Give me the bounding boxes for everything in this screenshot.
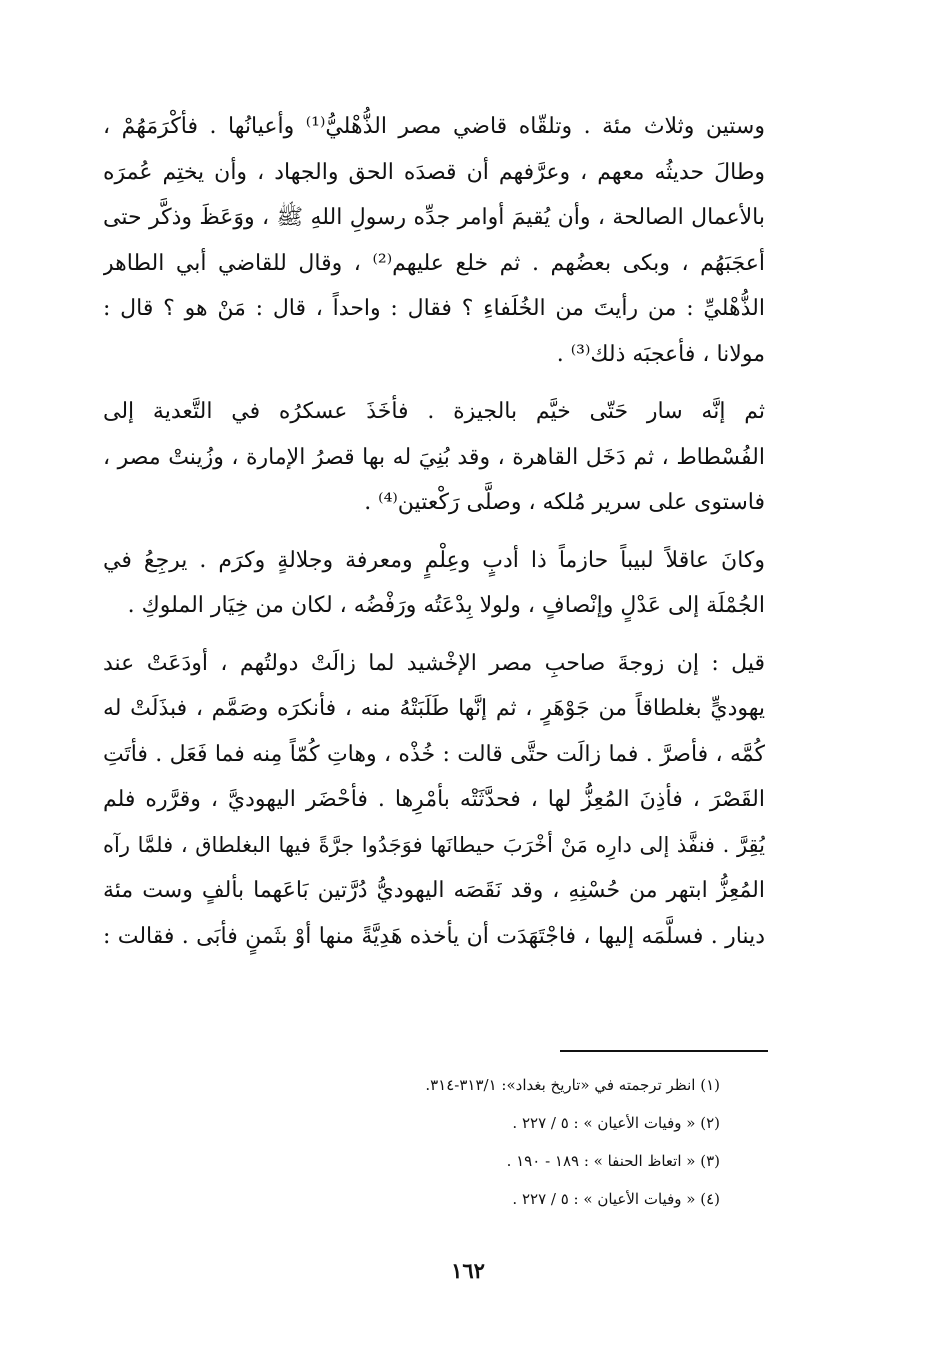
text-line: المُعِزُّ ابتهر من حُسْنِهِ ، وقد نَقَصَه اليهوديُّ دُرَّتين بَاعَهما بألفٍ وست مئة: [103, 878, 765, 903]
text-line: قيل : إن زوجةَ صاحبِ مصر الإخْشيد لما زالَتْ دولتُهم ، أودَعَتْ عند: [103, 650, 765, 676]
text-line: دينار . فسلَّمَه إليها ، فاجْتَهَدَت أن يأخذه هَدِيَّةً منها أوْ بثَمنٍ فأبَى . فقالت :: [103, 923, 765, 949]
footnote-divider: [560, 1050, 768, 1052]
footnotes: [300, 1066, 720, 1218]
text-line: وطالَ حديثُه معهم ، وعرَّفهم أن قصدَه الحق والجهاد ، وأن يختِم عُمرَه: [103, 159, 765, 185]
footnote: (٣) « اتعاظ الحنفا » : ١٨٩ - ١٩٠ .: [506, 1152, 720, 1170]
footnote: (٢) « وفيات الأعيان » : ٥ / ٢٢٧ .: [512, 1114, 720, 1132]
paragraph: [103, 389, 765, 526]
text-line: الفُسْطاط ، ثم دَخَل القاهرة ، وقد بُنِيَ له بها قصرُ الإمارة ، وزُينتْ مصر ،: [103, 444, 765, 470]
text-line: يُقِرَّ . فنفَّذ إلى دارِه مَنْ أخْرَبَ حيطانَها فوَجَدُوا جرَّةً فيها البغلطاق ، فلمَّا رآه: [103, 832, 765, 857]
text-line: وكانَ عاقلاً لبيباً حازماً ذا أدبٍ وعِلْمٍ ومعرفة وجلالةٍ وكرَم . يرجِعُ في: [103, 547, 765, 573]
text-line: أعجَبَهُم ، وبكى بعضُهم . ثم خلع عليهم⁽²⁾ ، وقال للقاضي أبي الطاهر: [103, 250, 765, 276]
text-line: كُمَّه ، فأصرَّ . فما زالَت حتَّى قالت : خُذْه ، وهاتِ كُمّاً مِنه فما فَعَل . فأتَتِ: [103, 741, 765, 767]
text-line: مولانا ، فأعجبَه ذلك⁽³⁾ .: [556, 341, 765, 367]
text-line: وستين وثلاث مئة . وتلقّاه قاضي مصر الذُّهْليُّ⁽¹⁾ وأعيانُها . فأكْرَمَهُمْ ،: [103, 114, 765, 139]
footnote: (١) انظر ترجمته في «تاريخ بغداد»: ٣١٣/١-٣١٤.: [425, 1076, 720, 1094]
text-line: القَصْرَ ، فأذِنَ المُعِزُّ لها ، فحدَّثَتْه بأمْرِها . فأحْضَر اليهوديَّ ، وقرَّره فلم: [103, 787, 765, 812]
text-line: يهوديٍّ بغلطاقاً من جَوْهَرٍ ، ثم إنَّها طَلَبَتْهُ منه ، فأنكرَه وصَمَّم ، فبذَلَتْ له: [103, 696, 765, 721]
text-line: فاستوى على سرير مُلكه ، وصلَّى رَكْعتين⁽⁴⁾ .: [364, 490, 765, 515]
paragraph: [103, 104, 765, 377]
paragraph: [103, 641, 765, 960]
footnote: (٤) « وفيات الأعيان » : ٥ / ٢٢٧ .: [512, 1190, 720, 1208]
text-line: الجُمْلَة إلى عَدْلٍ وإنْصافٍ ، ولولا بِدْعَتُه ورَفْضُه ، لكان من خِيَار الملوكِ .: [127, 593, 765, 618]
main-text: [103, 104, 765, 959]
paragraph: [103, 538, 765, 629]
page-number: ١٦٢: [451, 1258, 485, 1283]
text-line: ثم إنَّه سار حَتّى خيَّم بالجيزة . فأخَذَ عسكرُه في التَّعدية إلى: [103, 399, 765, 424]
text-line: بالأعمال الصالحة ، وأن يُقيمَ أوامر جدِّه رسولِ اللهِ ﷺ ، ووَعَظَ وذكَّر حتى: [103, 205, 765, 230]
text-line: الذُّهْليِّ : من رأيتَ من الخُلَفاءِ ؟ فقال : واحداً ، قال : مَنْ هو ؟ قال :: [103, 296, 765, 321]
